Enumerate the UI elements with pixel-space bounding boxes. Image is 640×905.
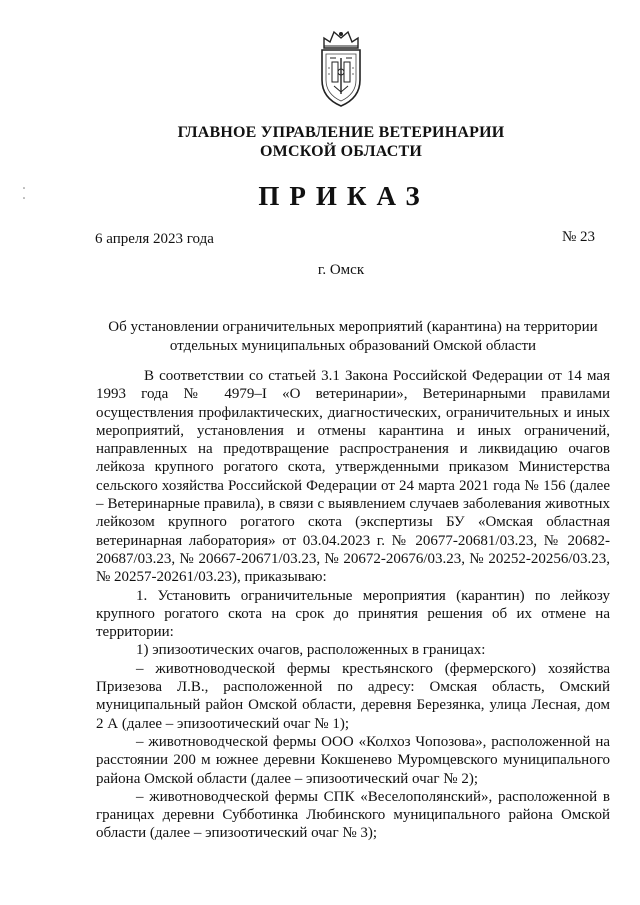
outbreak-item-1: – животноводческой фермы крестьянского (фермерского) хозяйства Призезова Л.В., расположенной по адресу: Омская область, Омский муниципальный район Омской области, деревня Березянка, улица Лесная, дом 2 А (далее – эпизоотический очаг № 1);	[96, 660, 610, 732]
document-city: г. Омск	[317, 262, 365, 278]
order-item-1: 1. Установить ограничительные мероприятия (карантин) по лейкозу крупного рогатого скота на срок до принятия решения об их отмене на территории:	[96, 587, 610, 641]
outbreak-item-3: – животноводческой фермы СПК «Веселополянский», расположенной в границах деревни Субботинка Любинского муниципального района Омской области (далее – эпизоотический очаг № 3);	[96, 788, 610, 842]
document-number: № 23	[562, 229, 596, 245]
org-name-line1: ГЛАВНОЕ УПРАВЛЕНИЕ ВЕТЕРИНАРИИ	[177, 124, 505, 141]
outbreak-item-2: – животноводческой фермы ООО «Колхоз Чопозова», расположенной на расстоянии 200 м южнее деревни Кокшенево Муромцевского муниципального района Омской области (далее – эпизоотический очаг № 2);	[96, 733, 610, 787]
document-body	[96, 367, 610, 843]
document-date: 6 апреля 2023 года	[95, 231, 214, 247]
coat-of-arms-icon	[310, 28, 372, 110]
document-title: ПРИКАЗ	[258, 181, 430, 211]
org-name-line2: ОМСКОЙ ОБЛАСТИ	[260, 143, 422, 160]
preamble-paragraph: В соответствии со статьей 3.1 Закона Российской Федерации от 14 мая 1993 года № 4979–I «О ветеринарии», Ветеринарными правилами осуществления профилактических, диагностических, ограничительных и иных мероприятий, установления и отмены карантина и иных ограничений, направленных на предотвращение распространения и ликвидацию очагов лейкоза крупного рогатого скота, утвержденными приказом Министерства сельского хозяйства Российской Федерации от 24 марта 2021 года № 156 (далее – Ветеринарные правила), в связи с выявлением случаев заболевания животных лейкозом крупного рогатого скота (экспертизы БУ «Омская областная ветеринарная лаборатория» от 03.04.2023 г. № 20677-20681/03.23, № 20682-20687/03.23, № 20667-20671/03.23, № 20672-20676/03.23, № 20252-20256/03.23, № 20257-20261/03.23), приказываю:	[96, 368, 610, 586]
order-subitem-1: 1) эпизоотических очагов, расположенных в границах:	[136, 642, 486, 659]
document-subject: Об установлении ограничительных мероприятий (карантина) на территории отдельных муниципальных образований Омской области	[108, 319, 598, 354]
